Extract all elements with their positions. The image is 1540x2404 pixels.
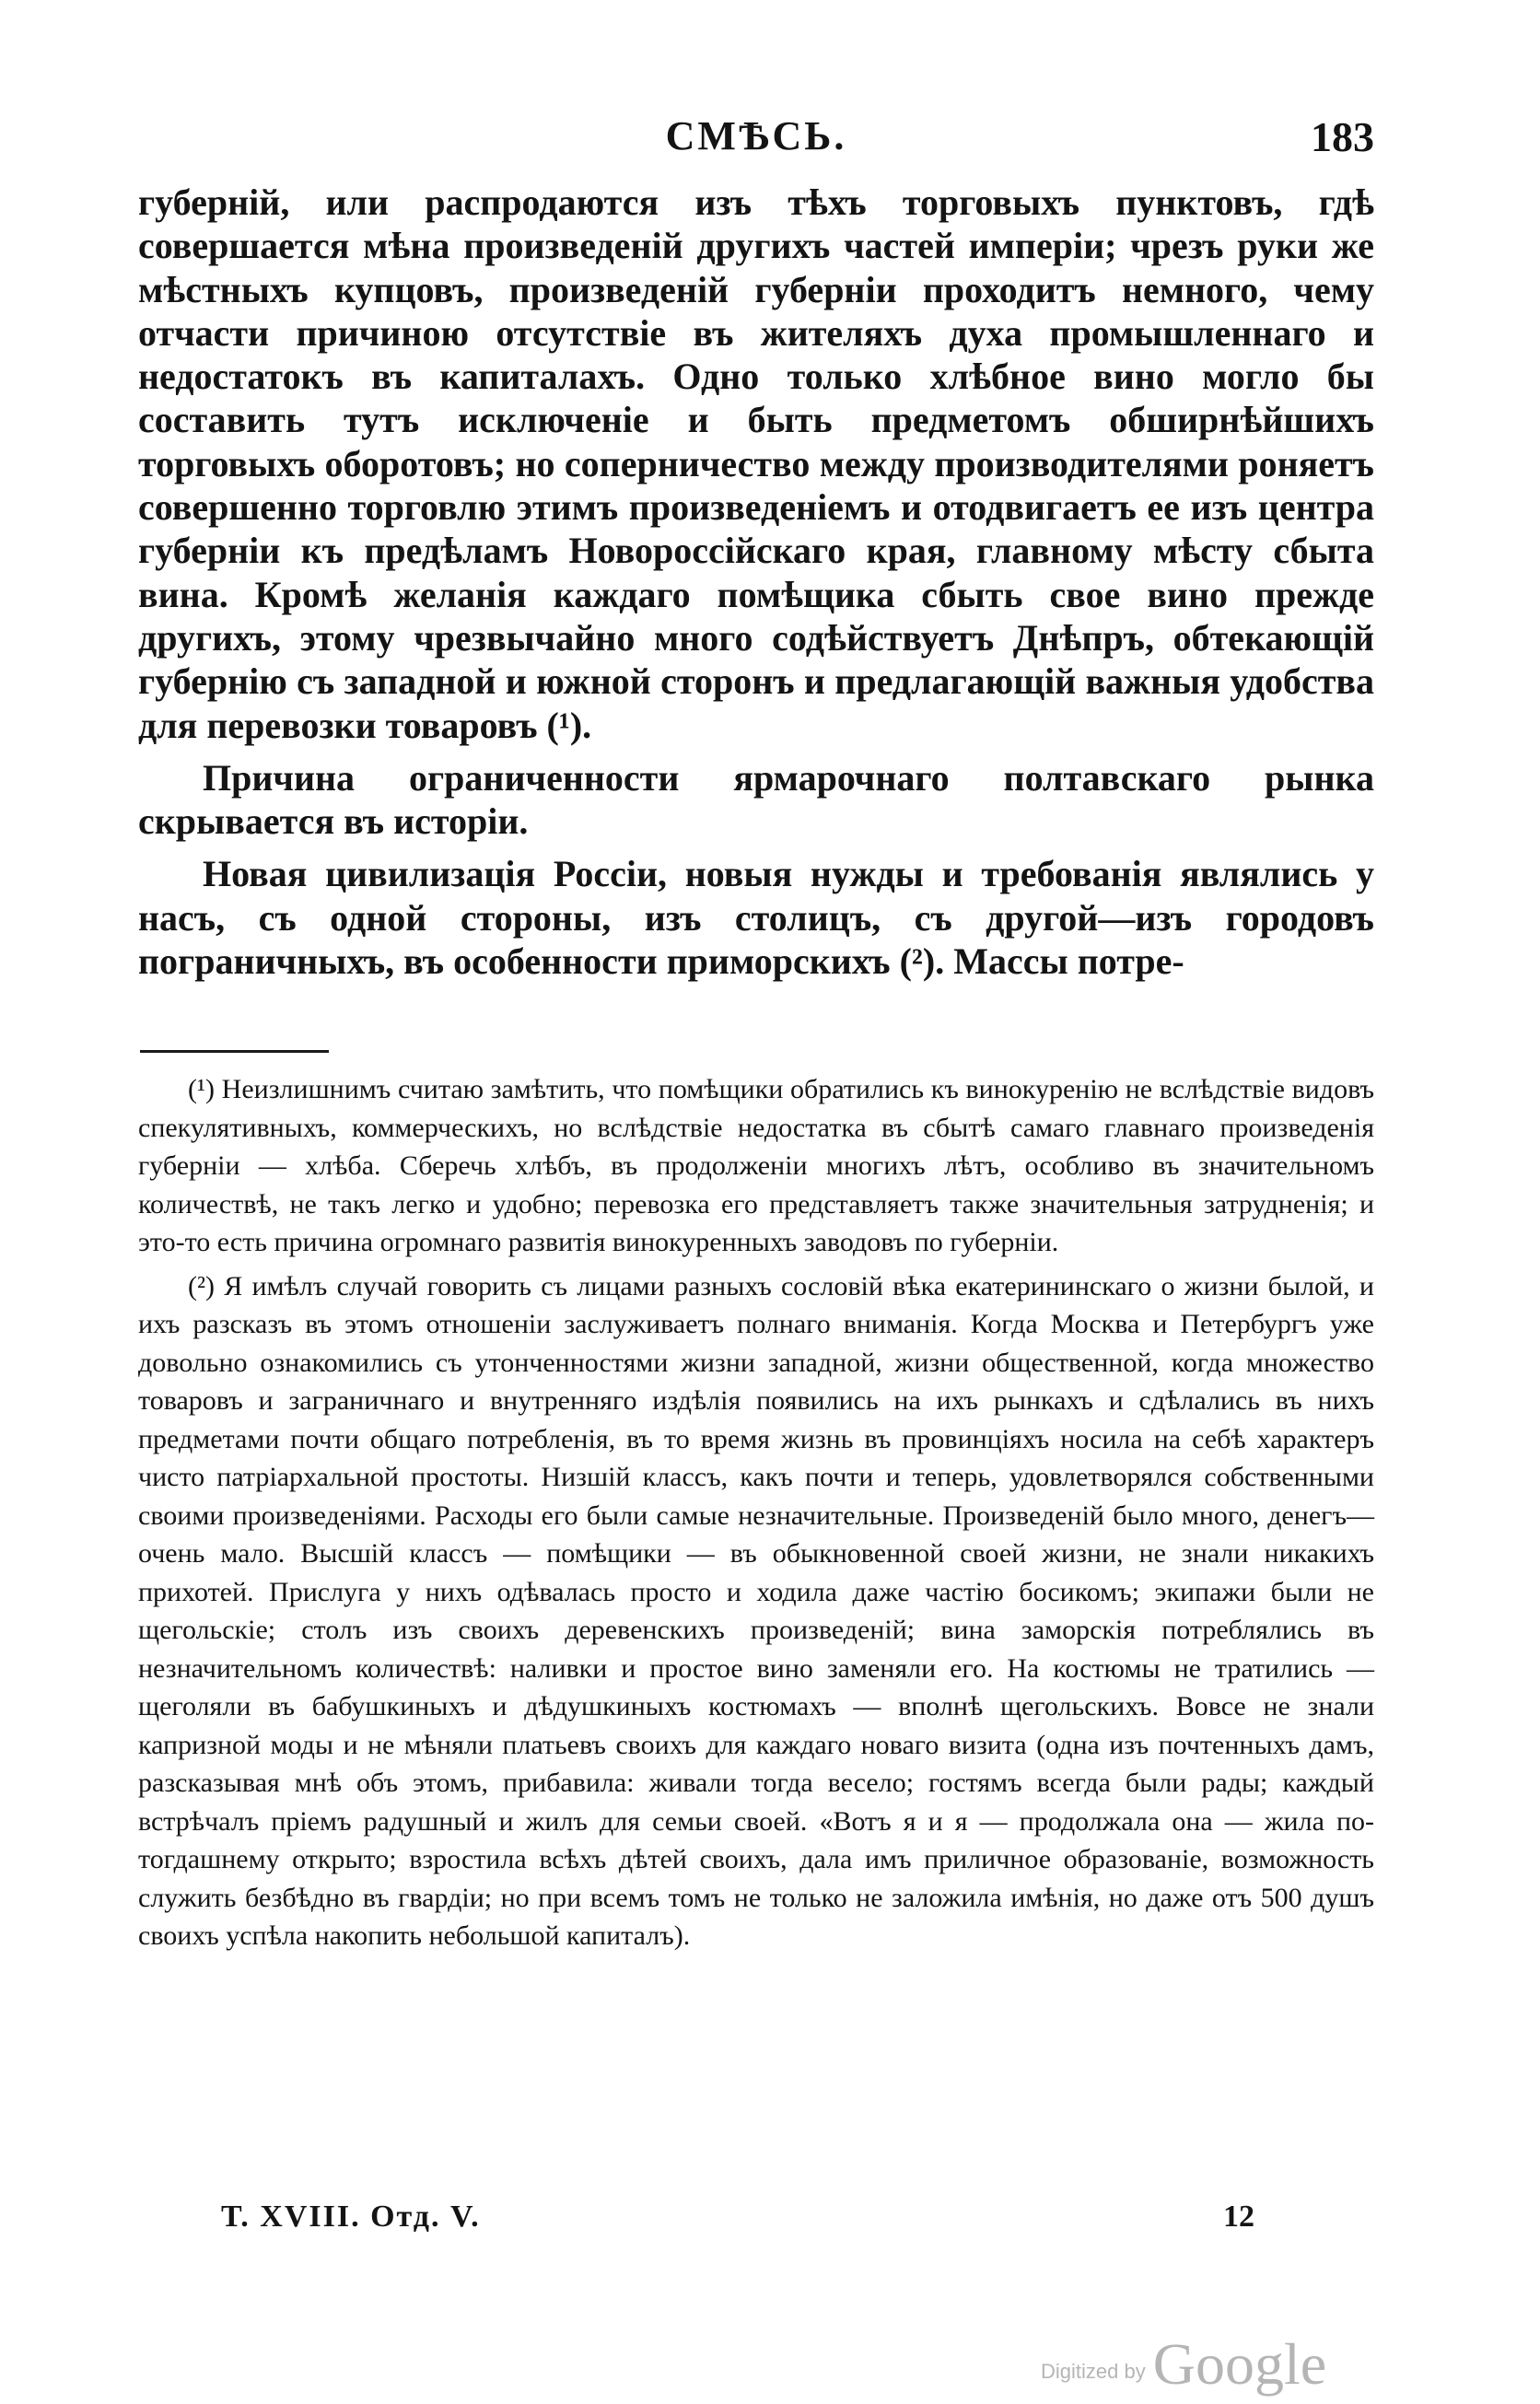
signature-mark: Т. XVIII. Отд. V. <box>221 2200 481 2234</box>
running-head: СМѢСЬ. <box>665 113 847 158</box>
footnote-rule <box>140 1050 329 1053</box>
footnotes <box>138 1070 1374 1955</box>
footnote: (²) Я имѣлъ случай говорить съ лицами разныхъ сословій вѣка екатерининскаго о жизни былой, и ихъ разсказъ въ этомъ отношеніи заслуживаетъ полнаго вниманія. Когда Москва и Петербургъ уже довольно ознакомились съ утонченностями жизни западной, жизни общественной, когда множество товаровъ и заграничнаго и внутренняго издѣлія появились на ихъ рынкахъ и сдѣлались въ нихъ предметами почти общаго потребленія, въ то время жизнь въ провинціяхъ носила на себѣ характеръ чисто патріархальной простоты. Низшій классъ, какъ почти и теперь, удовлетворялся собственными своими произведеніями. Расходы его были самые незначительные. Произведеній было много, денегъ—очень мало. Высшій классъ — помѣщики — въ обыкновенной своей жизни, не знали никакихъ прихотей. Прислуга у нихъ одѣвалась просто и ходила даже частію босикомъ; экипажи были не щегольскіе; столъ изъ своихъ деревенскихъ произведеній; вина заморскія потреблялись въ незначительномъ количествѣ: наливки и простое вино заменяли его. На костюмы не тратились — щеголяли въ бабушкиныхъ и дѣдушкиныхъ костюмахъ — вполнѣ щегольскихъ. Вовсе не знали капризной моды и не мѣняли платьевъ своихъ для каждаго новаго визита (одна изъ почтенныхъ дамъ, разсказывая мнѣ объ этомъ, прибавила: живали тогда весело; гостямъ всегда были рады; каждый встрѣчалъ пріемъ радушный и жилъ для семьи своей. «Вотъ я и я — продолжала она — жила по-тогдашнему открыто; взростила всѣхъ дѣтей своихъ, дала имъ приличное образованіе, возможность служить безбѣдно въ гвардіи; но при всемъ томъ не только не заложила имѣнія, но даже отъ 500 душъ своихъ успѣла накопить небольшой капиталъ). <box>138 1270 1374 1951</box>
paragraph: Новая цивилизація Россіи, новыя нужды и требованія являлись у насъ, съ одной стороны, изъ столицъ, съ другой—изъ городовъ пограничныхъ, въ особенности приморскихъ (²). Массы потре- <box>138 853 1374 983</box>
digitized-by-text: Digitized by <box>1041 2360 1146 2383</box>
paragraph: Причина ограниченности ярмарочнаго полтавскаго рынка скрывается въ исторіи. <box>138 756 1374 843</box>
digitized-watermark <box>1041 2330 1326 2398</box>
main-text <box>138 181 1374 983</box>
footnote: (¹) Неизлишнимъ считаю замѣтить, что помѣщики обратились къ винокуренію не вслѣдствіе видовъ спекулятивныхъ, коммерческихъ, но вслѣдствіе недостатка въ сбытѣ самаго главнаго произведенія губерніи — хлѣба. Сберечь хлѣбъ, въ продолженіи многихъ лѣтъ, особливо въ значительномъ количествѣ, не такъ легко и удобно; перевозка его представляетъ также значительныя затрудненія; и это-то есть причина огромнаго развитія винокуренныхъ заводовъ по губерніи. <box>138 1074 1374 1257</box>
page-number: 183 <box>1311 113 1374 160</box>
page-header <box>138 112 1374 168</box>
signature-number: 12 <box>1223 2200 1254 2234</box>
paragraph: губерній, или распродаются изъ тѣхъ торговыхъ пунктовъ, гдѣ совершается мѣна произведеній другихъ частей имперіи; чрезъ руки же мѣстныхъ купцовъ, произведеній губерніи проходитъ немного, чему отчасти причиною отсутствіе въ жителяхъ духа промышленнаго и недостатокъ въ капиталахъ. Одно только хлѣбное вино могло бы составить тутъ исключеніе и быть предметомъ обширнѣйшихъ торговыхъ оборотовъ; но соперничество между производителями роняетъ совершенно торговлю этимъ произведеніемъ и отодвигаетъ ее изъ центра губерніи къ предѣламъ Новороссійскаго края, главному мѣсту сбыта вина. Кромѣ желанія каждаго помѣщика сбыть свое вино прежде другихъ, этому чрезвычайно много содѣйствуетъ Днѣпръ, обтекающій губернію съ западной и южной сторонъ и предлагающій важныя удобства для перевозки товаровъ (¹). <box>138 181 1374 746</box>
google-logo-text: Google <box>1152 2331 1327 2397</box>
